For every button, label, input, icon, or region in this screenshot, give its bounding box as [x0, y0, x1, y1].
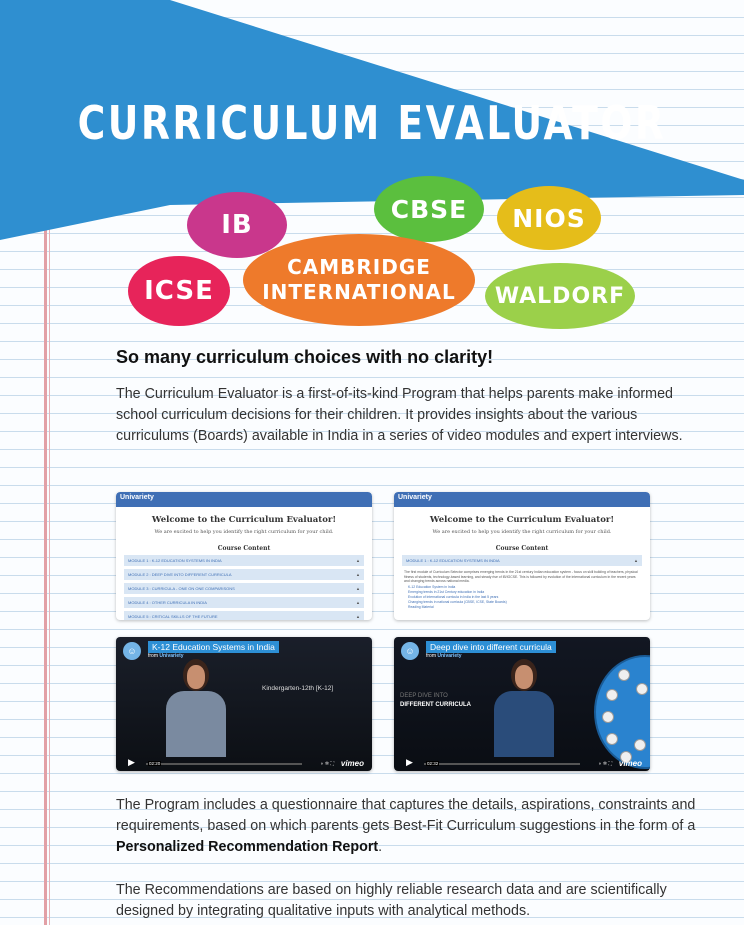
video-controls: [116, 755, 372, 771]
welcome-title: Welcome to the Curriculum Evaluator!: [429, 515, 615, 525]
video-title[interactable]: K-12 Education Systems in India: [148, 641, 279, 653]
screen-header-bar: [116, 492, 372, 507]
curriculum-bubble-ib: IB: [187, 192, 287, 258]
curriculum-bubble-nios: NIOS: [497, 186, 601, 250]
curriculum-bubble-icse: ICSE: [128, 256, 230, 326]
module-row[interactable]: MODULE 2 : DEEP DIVE INTO DIFFERENT CURRICULA ▲: [124, 569, 364, 580]
video-caption-line2: DIFFERENT CURRICULA: [400, 702, 471, 708]
curriculum-bubble-cbse: CBSE: [374, 176, 484, 242]
progress-bar[interactable]: [424, 763, 580, 765]
module-reading-link[interactable]: Reading Material: [408, 604, 434, 609]
welcome-subtitle: We are excited to help you identify the right curriculum for your child.: [432, 529, 612, 535]
course-content-heading: Course Content: [217, 545, 271, 552]
presenter-figure: [482, 657, 566, 757]
report-name: Personalized Recommendation Report: [116, 839, 379, 855]
module-row[interactable]: MODULE 4 : OTHER CURRICULA IN INDIA ▲: [124, 597, 364, 608]
video-source: from Univariety: [426, 653, 462, 659]
video-caption-line1: DEEP DIVE INTO: [400, 693, 448, 699]
module-description: The first module of Curriculum Selector comprises emerging trends in the 21st century Indian education system - focus on skill building of teachers, physical fitness of students, technology-based learning, and steady rise of IB/IGCSE. This is followed by evolution of the international curriculum in the recent years and changing trends across national media.: [404, 570, 638, 584]
video-title[interactable]: Deep dive into different curricula: [426, 641, 556, 653]
methodology-paragraph: The Recommendations are based on highly reliable research data and are scientifically designed by integrating qualitative inputs with analytical methods.: [116, 882, 667, 919]
presenter-figure: [154, 657, 238, 757]
curriculum-bubble-cambridge: [243, 234, 475, 326]
video-source: from Univariety: [148, 653, 184, 659]
play-icon[interactable]: ▶: [406, 757, 413, 767]
player-settings-icons[interactable]: ◗ ✲ ⛶: [598, 761, 612, 767]
vimeo-logo[interactable]: vimeo: [618, 759, 642, 768]
module-row[interactable]: MODULE 1 : K-12 EDUCATION SYSTEMS IN INDIA ▲: [124, 555, 364, 566]
video-player-curricula[interactable]: [394, 637, 650, 771]
curricula-wheel-graphic: [594, 655, 650, 769]
course-screen-collapsed: [116, 492, 372, 620]
play-icon[interactable]: ▶: [128, 757, 135, 767]
course-content-heading: Course Content: [495, 545, 549, 552]
module-lesson-link[interactable]: Evolution of international curricula in India in the last 5 years: [408, 594, 499, 599]
video-time: 02:32: [427, 761, 439, 766]
course-screen-expanded: [394, 492, 650, 620]
univariety-avatar-icon: ☺: [123, 642, 141, 660]
video-player-k12[interactable]: [116, 637, 372, 771]
welcome-subtitle: We are excited to help you identify the right curriculum for your child.: [154, 529, 334, 535]
video-controls: [394, 755, 650, 771]
univariety-avatar-icon: ☺: [401, 642, 419, 660]
curriculum-bubble-waldorf: WALDORF: [485, 263, 635, 329]
module-lesson-link[interactable]: Changing trends in national curricula (CBSE, ICSE, State Boards): [408, 599, 507, 604]
cambridge-line2: INTERNATIONAL: [262, 280, 456, 304]
module-lesson-link[interactable]: Emerging trends in 21st Century education in India: [408, 589, 485, 594]
module-row[interactable]: MODULE 5 : CRITICAL SKILLS OF THE FUTURE ▲: [124, 611, 364, 620]
module-row[interactable]: MODULE 3 : CURRICULA - ONE ON ONE COMPARISONS ▲: [124, 583, 364, 594]
vimeo-logo[interactable]: vimeo: [340, 759, 364, 768]
welcome-title: Welcome to the Curriculum Evaluator!: [151, 515, 337, 525]
questionnaire-paragraph: The Program includes a questionnaire that captures the details, aspirations, constraints and requirements, based on which parents gets Best-Fit Curriculum suggestions in the form of a Personalized Recommendation Report.: [116, 797, 696, 855]
cambridge-line1: CAMBRIDGE: [287, 255, 431, 279]
section-heading: So many curriculum choices with no clarity!: [116, 347, 494, 367]
univariety-logo: Univariety: [398, 494, 432, 501]
page-title: CURRICULUM EVALUATOR: [77, 96, 667, 150]
module-lesson-link[interactable]: K-12 Education System in India: [408, 584, 456, 589]
screen-header-bar: [394, 492, 650, 507]
univariety-logo: Univariety: [120, 494, 154, 501]
module-row-expanded[interactable]: MODULE 1 : K-12 EDUCATION SYSTEMS IN INDIA ▲: [402, 555, 642, 566]
progress-bar[interactable]: [146, 763, 302, 765]
video-time: 02:20: [149, 761, 161, 766]
video-caption: Kindergarten-12th [K-12]: [262, 685, 334, 692]
player-settings-icons[interactable]: ◗ ✲ ⛶: [320, 761, 334, 767]
intro-paragraph: The Curriculum Evaluator is a first-of-its-kind Program that helps parents make informed school curriculum decisions for their children. It provides insights about the various curriculums (Boards) available in India in a series of video modules and expert interviews.: [116, 386, 683, 444]
